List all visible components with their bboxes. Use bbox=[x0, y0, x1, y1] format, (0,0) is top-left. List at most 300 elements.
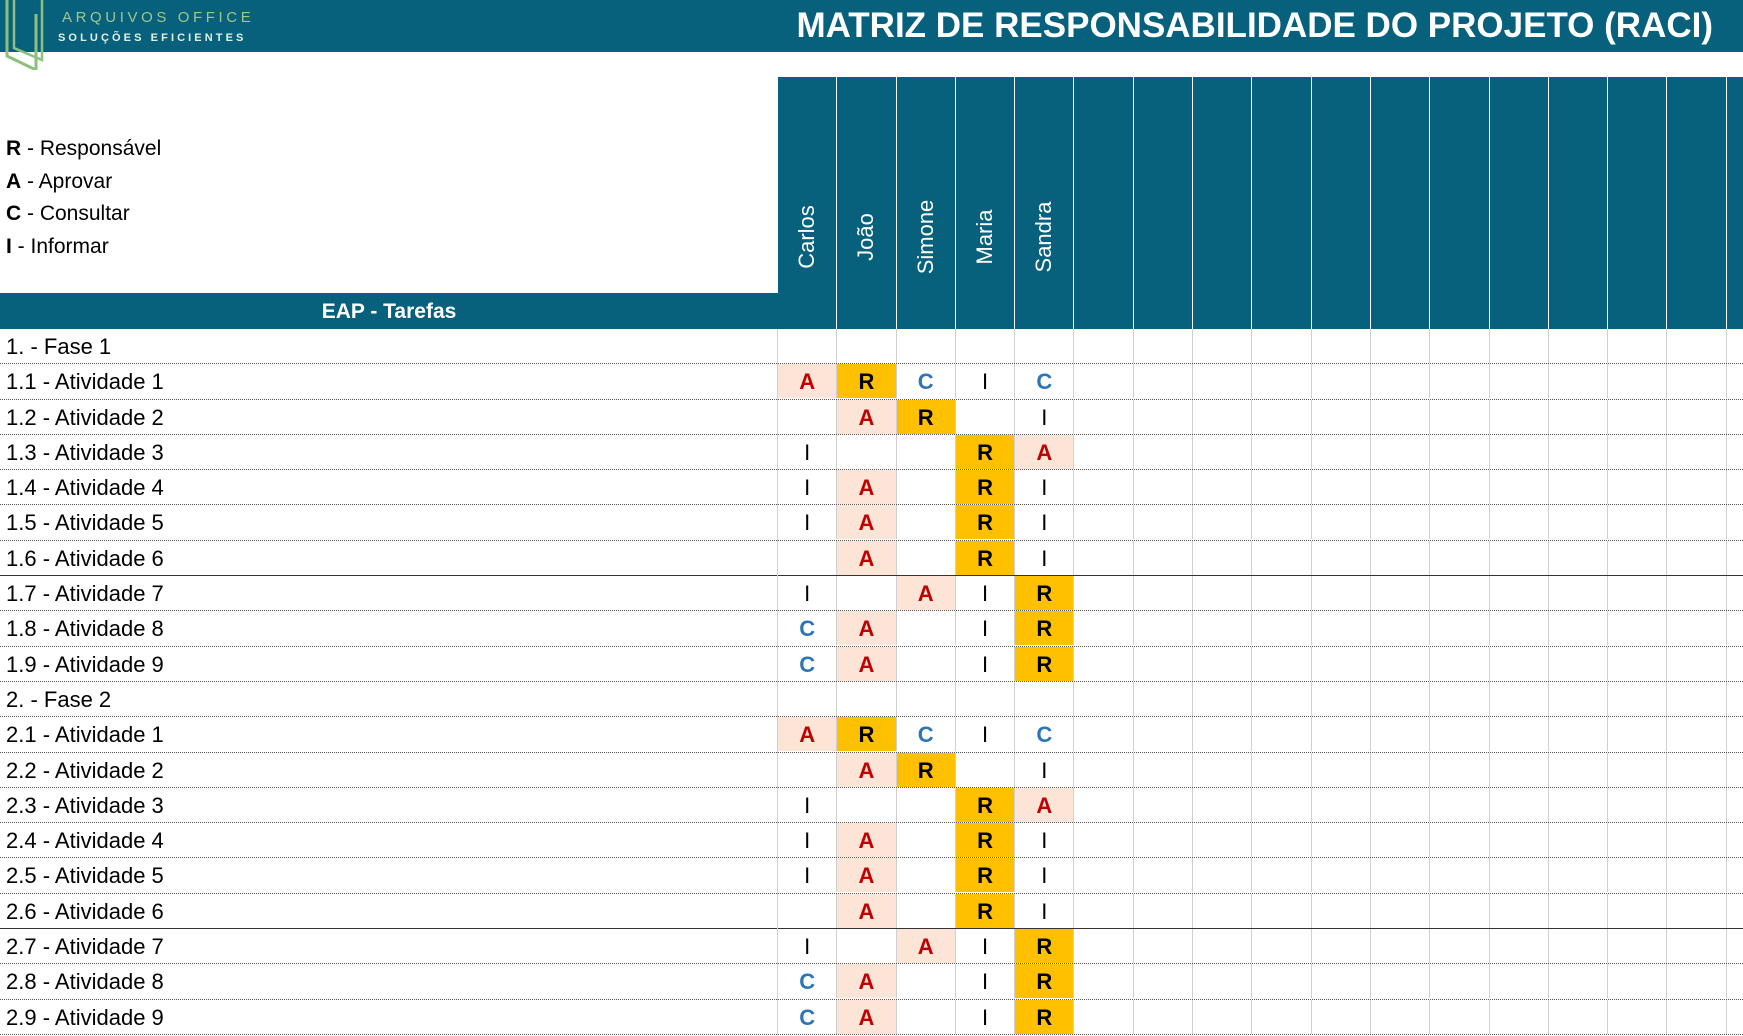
raci-cell[interactable]: I bbox=[1015, 894, 1074, 928]
raci-cell[interactable] bbox=[837, 576, 896, 610]
raci-cell[interactable] bbox=[1490, 717, 1549, 751]
raci-cell[interactable] bbox=[1193, 858, 1252, 892]
raci-cell[interactable]: I bbox=[778, 470, 837, 504]
raci-cell[interactable] bbox=[1371, 400, 1430, 434]
raci-cell[interactable] bbox=[1727, 858, 1743, 892]
raci-cell[interactable] bbox=[1134, 576, 1193, 610]
raci-cell[interactable]: A bbox=[837, 400, 896, 434]
raci-cell[interactable] bbox=[1134, 470, 1193, 504]
empty-person-header[interactable] bbox=[1252, 77, 1311, 329]
raci-cell[interactable] bbox=[1312, 823, 1371, 857]
raci-cell[interactable] bbox=[1252, 505, 1311, 539]
raci-cell[interactable] bbox=[1608, 682, 1667, 716]
raci-cell[interactable]: C bbox=[778, 964, 837, 998]
raci-cell[interactable] bbox=[1430, 647, 1489, 681]
raci-cell[interactable] bbox=[778, 753, 837, 787]
raci-cell[interactable] bbox=[1430, 576, 1489, 610]
raci-cell[interactable] bbox=[1252, 894, 1311, 928]
raci-cell[interactable] bbox=[1727, 435, 1743, 469]
raci-cell[interactable] bbox=[1608, 611, 1667, 645]
raci-cell[interactable] bbox=[1668, 435, 1727, 469]
raci-cell[interactable] bbox=[837, 682, 896, 716]
task-label[interactable]: 1.4 - Atividade 4 bbox=[6, 475, 164, 501]
raci-cell[interactable] bbox=[1252, 647, 1311, 681]
raci-cell[interactable] bbox=[1549, 576, 1608, 610]
raci-cell[interactable]: R bbox=[1015, 1000, 1074, 1034]
raci-cell[interactable] bbox=[1193, 647, 1252, 681]
raci-cell[interactable] bbox=[1075, 541, 1134, 575]
raci-cell[interactable] bbox=[897, 682, 956, 716]
raci-cell[interactable] bbox=[1727, 1000, 1743, 1034]
raci-cell[interactable] bbox=[837, 435, 896, 469]
raci-cell[interactable] bbox=[1193, 435, 1252, 469]
raci-cell[interactable]: R bbox=[897, 753, 956, 787]
raci-cell[interactable] bbox=[1668, 753, 1727, 787]
raci-cell[interactable] bbox=[837, 788, 896, 822]
raci-cell[interactable]: A bbox=[1015, 435, 1074, 469]
raci-cell[interactable]: A bbox=[837, 964, 896, 998]
raci-cell[interactable] bbox=[1549, 505, 1608, 539]
raci-cell[interactable] bbox=[1490, 823, 1549, 857]
raci-cell[interactable] bbox=[1490, 964, 1549, 998]
raci-cell[interactable] bbox=[1727, 717, 1743, 751]
task-column-header[interactable]: EAP - Tarefas bbox=[0, 293, 778, 329]
raci-cell[interactable]: I bbox=[956, 647, 1015, 681]
raci-cell[interactable] bbox=[1490, 400, 1549, 434]
raci-cell[interactable]: R bbox=[956, 894, 1015, 928]
raci-cell[interactable] bbox=[1312, 1000, 1371, 1034]
raci-cell[interactable] bbox=[1371, 329, 1430, 363]
raci-cell[interactable] bbox=[1727, 364, 1743, 398]
raci-cell[interactable] bbox=[897, 329, 956, 363]
raci-cell[interactable] bbox=[1490, 576, 1549, 610]
raci-cell[interactable] bbox=[897, 788, 956, 822]
raci-cell[interactable] bbox=[1430, 400, 1489, 434]
raci-cell[interactable]: A bbox=[778, 717, 837, 751]
raci-cell[interactable] bbox=[1668, 682, 1727, 716]
task-label[interactable]: 1.5 - Atividade 5 bbox=[6, 510, 164, 536]
raci-cell[interactable] bbox=[1134, 823, 1193, 857]
raci-cell[interactable] bbox=[956, 682, 1015, 716]
raci-cell[interactable] bbox=[1490, 329, 1549, 363]
raci-cell[interactable] bbox=[1727, 400, 1743, 434]
raci-cell[interactable] bbox=[1430, 823, 1489, 857]
empty-person-header[interactable] bbox=[1490, 77, 1549, 329]
raci-cell[interactable] bbox=[1608, 505, 1667, 539]
raci-cell[interactable]: A bbox=[837, 894, 896, 928]
raci-cell[interactable] bbox=[1668, 470, 1727, 504]
raci-cell[interactable] bbox=[1549, 647, 1608, 681]
raci-cell[interactable] bbox=[1430, 717, 1489, 751]
raci-cell[interactable]: I bbox=[956, 576, 1015, 610]
raci-cell[interactable] bbox=[1075, 788, 1134, 822]
raci-cell[interactable] bbox=[1371, 647, 1430, 681]
raci-cell[interactable] bbox=[1668, 964, 1727, 998]
raci-cell[interactable] bbox=[1727, 611, 1743, 645]
task-label[interactable]: 2.1 - Atividade 1 bbox=[6, 722, 164, 748]
raci-cell[interactable] bbox=[1134, 505, 1193, 539]
raci-cell[interactable] bbox=[1549, 364, 1608, 398]
raci-cell[interactable] bbox=[1668, 647, 1727, 681]
raci-cell[interactable] bbox=[897, 470, 956, 504]
raci-cell[interactable] bbox=[1193, 823, 1252, 857]
raci-cell[interactable] bbox=[1312, 576, 1371, 610]
raci-cell[interactable]: R bbox=[956, 823, 1015, 857]
task-label[interactable]: 2.2 - Atividade 2 bbox=[6, 757, 164, 783]
raci-cell[interactable] bbox=[1371, 470, 1430, 504]
raci-cell[interactable] bbox=[1193, 576, 1252, 610]
task-label[interactable]: 2.4 - Atividade 4 bbox=[6, 828, 164, 854]
raci-cell[interactable] bbox=[1075, 647, 1134, 681]
raci-cell[interactable] bbox=[1727, 541, 1743, 575]
raci-cell[interactable] bbox=[1668, 1000, 1727, 1034]
raci-cell[interactable] bbox=[1075, 929, 1134, 963]
raci-cell[interactable] bbox=[1371, 753, 1430, 787]
raci-cell[interactable] bbox=[1727, 647, 1743, 681]
raci-cell[interactable]: R bbox=[1015, 647, 1074, 681]
raci-cell[interactable] bbox=[1134, 364, 1193, 398]
raci-cell[interactable] bbox=[1075, 576, 1134, 610]
raci-cell[interactable] bbox=[1608, 400, 1667, 434]
raci-cell[interactable]: R bbox=[956, 435, 1015, 469]
raci-cell[interactable] bbox=[1134, 400, 1193, 434]
person-header-3[interactable] bbox=[956, 77, 1015, 329]
raci-cell[interactable] bbox=[1608, 647, 1667, 681]
raci-cell[interactable] bbox=[1549, 753, 1608, 787]
raci-cell[interactable] bbox=[1549, 788, 1608, 822]
raci-cell[interactable] bbox=[1312, 682, 1371, 716]
task-label[interactable]: 1.2 - Atividade 2 bbox=[6, 404, 164, 430]
raci-cell[interactable] bbox=[1430, 1000, 1489, 1034]
raci-cell[interactable]: C bbox=[778, 611, 837, 645]
raci-cell[interactable] bbox=[1430, 611, 1489, 645]
empty-person-header[interactable] bbox=[1668, 77, 1727, 329]
empty-person-header[interactable] bbox=[1193, 77, 1252, 329]
person-header-2[interactable] bbox=[897, 77, 956, 329]
raci-cell[interactable]: A bbox=[837, 858, 896, 892]
raci-cell[interactable] bbox=[1490, 929, 1549, 963]
raci-cell[interactable] bbox=[1075, 505, 1134, 539]
raci-cell[interactable] bbox=[1549, 1000, 1608, 1034]
empty-person-header[interactable] bbox=[1134, 77, 1193, 329]
raci-cell[interactable] bbox=[1490, 505, 1549, 539]
raci-cell[interactable] bbox=[897, 964, 956, 998]
person-header-1[interactable] bbox=[837, 77, 896, 329]
raci-cell[interactable]: A bbox=[837, 505, 896, 539]
raci-cell[interactable] bbox=[1134, 964, 1193, 998]
raci-cell[interactable] bbox=[1252, 400, 1311, 434]
raci-cell[interactable] bbox=[897, 541, 956, 575]
raci-cell[interactable] bbox=[1193, 329, 1252, 363]
raci-cell[interactable] bbox=[1490, 611, 1549, 645]
raci-cell[interactable]: R bbox=[1015, 964, 1074, 998]
task-label[interactable]: 2.6 - Atividade 6 bbox=[6, 898, 164, 924]
raci-cell[interactable] bbox=[1608, 576, 1667, 610]
raci-cell[interactable]: C bbox=[897, 364, 956, 398]
raci-cell[interactable]: I bbox=[956, 1000, 1015, 1034]
raci-cell[interactable] bbox=[1727, 470, 1743, 504]
raci-cell[interactable] bbox=[1608, 929, 1667, 963]
raci-cell[interactable] bbox=[1430, 435, 1489, 469]
raci-cell[interactable] bbox=[1312, 858, 1371, 892]
empty-person-header[interactable] bbox=[1371, 77, 1430, 329]
raci-cell[interactable] bbox=[1193, 1000, 1252, 1034]
raci-cell[interactable] bbox=[1490, 894, 1549, 928]
raci-cell[interactable]: I bbox=[778, 823, 837, 857]
raci-cell[interactable] bbox=[1668, 894, 1727, 928]
raci-cell[interactable] bbox=[1312, 400, 1371, 434]
raci-cell[interactable] bbox=[1075, 717, 1134, 751]
raci-cell[interactable] bbox=[1252, 576, 1311, 610]
raci-cell[interactable] bbox=[1075, 329, 1134, 363]
raci-cell[interactable] bbox=[1430, 541, 1489, 575]
raci-cell[interactable] bbox=[778, 682, 837, 716]
raci-cell[interactable] bbox=[1134, 929, 1193, 963]
raci-cell[interactable] bbox=[837, 329, 896, 363]
raci-cell[interactable] bbox=[1193, 753, 1252, 787]
raci-cell[interactable] bbox=[1430, 470, 1489, 504]
raci-cell[interactable] bbox=[1549, 470, 1608, 504]
raci-cell[interactable] bbox=[1075, 611, 1134, 645]
raci-cell[interactable] bbox=[1252, 435, 1311, 469]
task-label[interactable]: 1.7 - Atividade 7 bbox=[6, 581, 164, 607]
raci-cell[interactable] bbox=[1312, 717, 1371, 751]
raci-cell[interactable] bbox=[1371, 682, 1430, 716]
raci-cell[interactable] bbox=[1252, 364, 1311, 398]
raci-cell[interactable]: R bbox=[956, 788, 1015, 822]
raci-cell[interactable] bbox=[1668, 788, 1727, 822]
raci-cell[interactable] bbox=[897, 823, 956, 857]
raci-cell[interactable] bbox=[1312, 611, 1371, 645]
raci-cell[interactable] bbox=[1490, 753, 1549, 787]
raci-cell[interactable] bbox=[1193, 541, 1252, 575]
raci-cell[interactable] bbox=[1371, 929, 1430, 963]
raci-cell[interactable] bbox=[1490, 435, 1549, 469]
raci-cell[interactable] bbox=[1608, 364, 1667, 398]
raci-cell[interactable] bbox=[1549, 611, 1608, 645]
raci-cell[interactable]: C bbox=[1015, 364, 1074, 398]
raci-cell[interactable]: R bbox=[1015, 576, 1074, 610]
raci-cell[interactable] bbox=[1727, 964, 1743, 998]
raci-cell[interactable] bbox=[1075, 753, 1134, 787]
raci-cell[interactable]: R bbox=[837, 717, 896, 751]
raci-cell[interactable]: I bbox=[778, 929, 837, 963]
raci-cell[interactable] bbox=[897, 1000, 956, 1034]
raci-cell[interactable] bbox=[1193, 400, 1252, 434]
raci-cell[interactable] bbox=[1430, 364, 1489, 398]
raci-cell[interactable] bbox=[1549, 717, 1608, 751]
raci-cell[interactable] bbox=[1430, 964, 1489, 998]
raci-cell[interactable] bbox=[1371, 717, 1430, 751]
raci-cell[interactable] bbox=[1371, 576, 1430, 610]
raci-cell[interactable] bbox=[1727, 576, 1743, 610]
raci-cell[interactable] bbox=[1134, 435, 1193, 469]
task-label[interactable]: 2.9 - Atividade 9 bbox=[6, 1004, 164, 1030]
raci-cell[interactable] bbox=[1075, 400, 1134, 434]
raci-cell[interactable] bbox=[1608, 541, 1667, 575]
raci-cell[interactable] bbox=[1312, 329, 1371, 363]
raci-cell[interactable] bbox=[1015, 682, 1074, 716]
task-label[interactable]: 1.1 - Atividade 1 bbox=[6, 369, 164, 395]
raci-cell[interactable] bbox=[1134, 1000, 1193, 1034]
raci-cell[interactable]: I bbox=[1015, 400, 1074, 434]
raci-cell[interactable]: I bbox=[1015, 823, 1074, 857]
raci-cell[interactable]: A bbox=[837, 823, 896, 857]
raci-cell[interactable] bbox=[1252, 964, 1311, 998]
raci-cell[interactable] bbox=[1193, 470, 1252, 504]
task-label[interactable]: 2. - Fase 2 bbox=[6, 686, 112, 712]
raci-cell[interactable] bbox=[897, 505, 956, 539]
raci-cell[interactable]: A bbox=[897, 576, 956, 610]
raci-cell[interactable] bbox=[1075, 894, 1134, 928]
raci-cell[interactable] bbox=[1252, 682, 1311, 716]
raci-cell[interactable]: I bbox=[1015, 505, 1074, 539]
raci-cell[interactable] bbox=[1371, 435, 1430, 469]
task-label[interactable]: 1.8 - Atividade 8 bbox=[6, 616, 164, 642]
raci-cell[interactable] bbox=[1015, 329, 1074, 363]
raci-cell[interactable] bbox=[1312, 364, 1371, 398]
raci-cell[interactable] bbox=[1490, 647, 1549, 681]
raci-cell[interactable] bbox=[1075, 823, 1134, 857]
raci-cell[interactable]: I bbox=[956, 717, 1015, 751]
raci-cell[interactable] bbox=[1312, 435, 1371, 469]
raci-cell[interactable]: I bbox=[956, 929, 1015, 963]
raci-cell[interactable] bbox=[1549, 541, 1608, 575]
raci-cell[interactable] bbox=[1134, 611, 1193, 645]
raci-cell[interactable] bbox=[1608, 964, 1667, 998]
raci-cell[interactable] bbox=[1608, 435, 1667, 469]
raci-cell[interactable] bbox=[1490, 541, 1549, 575]
task-label[interactable]: 2.5 - Atividade 5 bbox=[6, 863, 164, 889]
raci-cell[interactable] bbox=[1668, 329, 1727, 363]
raci-cell[interactable] bbox=[1371, 364, 1430, 398]
raci-cell[interactable] bbox=[1075, 1000, 1134, 1034]
raci-cell[interactable] bbox=[1312, 894, 1371, 928]
raci-cell[interactable] bbox=[1490, 470, 1549, 504]
task-label[interactable]: 2.3 - Atividade 3 bbox=[6, 792, 164, 818]
raci-cell[interactable]: I bbox=[1015, 541, 1074, 575]
raci-cell[interactable] bbox=[1252, 541, 1311, 575]
raci-cell[interactable] bbox=[1371, 505, 1430, 539]
raci-cell[interactable] bbox=[1371, 788, 1430, 822]
raci-cell[interactable] bbox=[1252, 929, 1311, 963]
raci-cell[interactable]: I bbox=[778, 858, 837, 892]
raci-cell[interactable]: A bbox=[837, 470, 896, 504]
raci-cell[interactable] bbox=[1193, 717, 1252, 751]
raci-cell[interactable] bbox=[1312, 929, 1371, 963]
raci-cell[interactable] bbox=[1430, 788, 1489, 822]
empty-person-header[interactable] bbox=[1727, 77, 1743, 329]
raci-cell[interactable] bbox=[1608, 894, 1667, 928]
raci-cell[interactable] bbox=[1134, 858, 1193, 892]
raci-cell[interactable] bbox=[778, 894, 837, 928]
raci-cell[interactable] bbox=[1490, 682, 1549, 716]
raci-cell[interactable] bbox=[1252, 788, 1311, 822]
raci-cell[interactable]: R bbox=[1015, 611, 1074, 645]
raci-cell[interactable] bbox=[1490, 858, 1549, 892]
raci-cell[interactable] bbox=[1668, 717, 1727, 751]
raci-cell[interactable]: I bbox=[956, 611, 1015, 645]
raci-cell[interactable]: R bbox=[897, 400, 956, 434]
raci-cell[interactable] bbox=[1312, 505, 1371, 539]
raci-cell[interactable]: A bbox=[837, 753, 896, 787]
raci-cell[interactable] bbox=[1252, 611, 1311, 645]
raci-cell[interactable] bbox=[1549, 682, 1608, 716]
raci-cell[interactable] bbox=[1075, 435, 1134, 469]
raci-cell[interactable] bbox=[1312, 788, 1371, 822]
raci-cell[interactable]: I bbox=[1015, 753, 1074, 787]
raci-cell[interactable]: C bbox=[778, 647, 837, 681]
raci-cell[interactable] bbox=[1549, 823, 1608, 857]
empty-person-header[interactable] bbox=[1075, 77, 1134, 329]
raci-cell[interactable] bbox=[1430, 894, 1489, 928]
raci-cell[interactable] bbox=[1075, 964, 1134, 998]
raci-cell[interactable] bbox=[778, 400, 837, 434]
raci-cell[interactable] bbox=[1193, 929, 1252, 963]
raci-cell[interactable] bbox=[1371, 964, 1430, 998]
raci-cell[interactable] bbox=[1430, 505, 1489, 539]
raci-cell[interactable] bbox=[1608, 753, 1667, 787]
raci-cell[interactable] bbox=[1312, 541, 1371, 575]
raci-cell[interactable] bbox=[1193, 788, 1252, 822]
raci-cell[interactable] bbox=[956, 753, 1015, 787]
raci-cell[interactable]: A bbox=[837, 1000, 896, 1034]
raci-cell[interactable] bbox=[1134, 647, 1193, 681]
raci-cell[interactable] bbox=[1193, 611, 1252, 645]
raci-cell[interactable] bbox=[1134, 717, 1193, 751]
raci-cell[interactable] bbox=[1312, 753, 1371, 787]
raci-cell[interactable] bbox=[1252, 470, 1311, 504]
raci-cell[interactable] bbox=[1134, 682, 1193, 716]
raci-cell[interactable]: A bbox=[837, 647, 896, 681]
raci-cell[interactable]: A bbox=[897, 929, 956, 963]
raci-cell[interactable] bbox=[1608, 329, 1667, 363]
raci-cell[interactable] bbox=[1727, 788, 1743, 822]
raci-cell[interactable] bbox=[1430, 682, 1489, 716]
task-label[interactable]: 1. - Fase 1 bbox=[6, 334, 112, 359]
raci-cell[interactable] bbox=[1727, 753, 1743, 787]
raci-cell[interactable]: R bbox=[837, 364, 896, 398]
raci-cell[interactable] bbox=[1727, 823, 1743, 857]
raci-cell[interactable] bbox=[1549, 329, 1608, 363]
raci-cell[interactable] bbox=[1549, 894, 1608, 928]
raci-cell[interactable] bbox=[1668, 823, 1727, 857]
person-header-0[interactable] bbox=[778, 77, 837, 329]
raci-cell[interactable]: A bbox=[837, 541, 896, 575]
raci-cell[interactable] bbox=[1371, 858, 1430, 892]
raci-cell[interactable] bbox=[1252, 753, 1311, 787]
raci-cell[interactable] bbox=[1549, 858, 1608, 892]
raci-cell[interactable] bbox=[1075, 364, 1134, 398]
raci-cell[interactable]: I bbox=[778, 576, 837, 610]
raci-cell[interactable]: C bbox=[1015, 717, 1074, 751]
raci-cell[interactable] bbox=[1608, 858, 1667, 892]
raci-cell[interactable] bbox=[1668, 611, 1727, 645]
raci-cell[interactable]: R bbox=[956, 470, 1015, 504]
raci-cell[interactable]: R bbox=[1015, 929, 1074, 963]
raci-cell[interactable] bbox=[1252, 329, 1311, 363]
person-header-4[interactable] bbox=[1015, 77, 1074, 329]
raci-cell[interactable]: R bbox=[956, 505, 1015, 539]
raci-cell[interactable] bbox=[1134, 329, 1193, 363]
raci-cell[interactable] bbox=[897, 611, 956, 645]
raci-cell[interactable] bbox=[1549, 929, 1608, 963]
raci-cell[interactable] bbox=[1490, 1000, 1549, 1034]
task-label[interactable]: 2.8 - Atividade 8 bbox=[6, 969, 164, 995]
raci-cell[interactable] bbox=[1727, 929, 1743, 963]
raci-cell[interactable] bbox=[1608, 788, 1667, 822]
raci-cell[interactable] bbox=[1193, 964, 1252, 998]
